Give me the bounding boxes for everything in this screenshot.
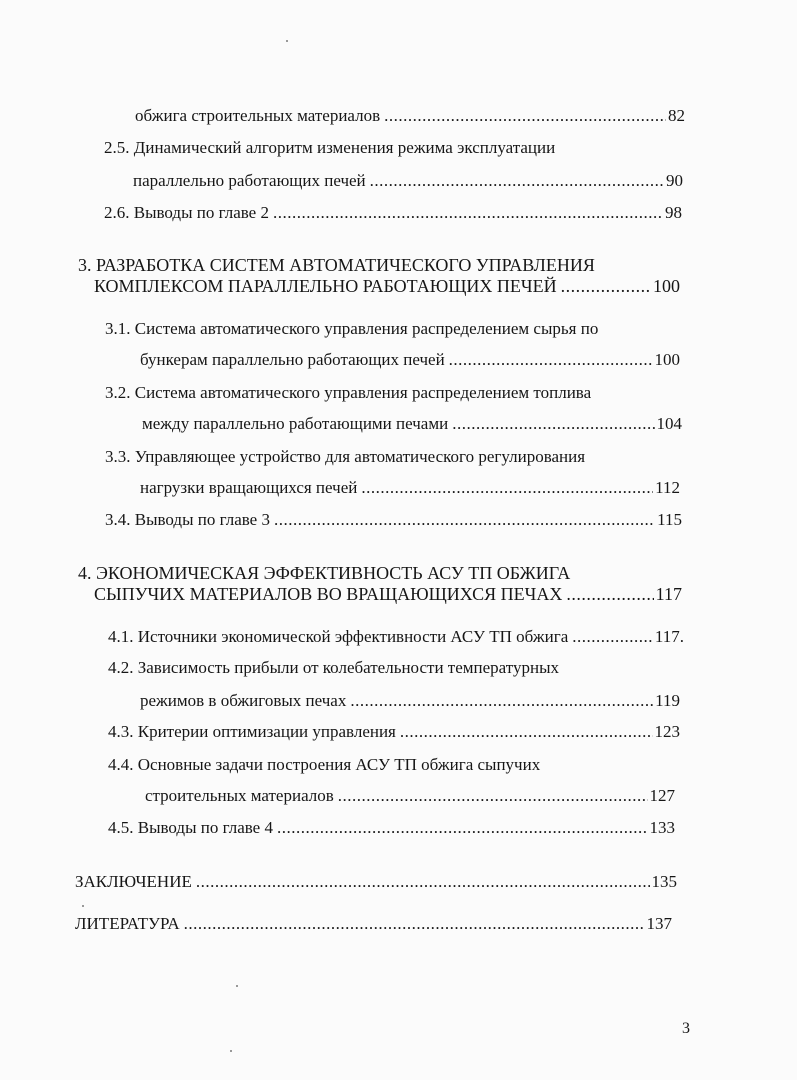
page-ref: 137 [646,914,672,933]
page-ref: 100 [653,276,680,296]
dot-leader [277,817,648,839]
toc-entry-3-4: 3.4. Выводы по главе 3 ..... 115 [105,509,682,531]
page-ref: 82 [668,106,685,125]
page-ref: 115 [657,510,682,529]
toc-entry-4-4-title: 4.4. Основные задачи построения АСУ ТП обжига сыпучих [108,755,541,774]
scan-speck [82,905,84,907]
page-ref: 123 [654,722,680,741]
dot-leader [274,509,655,531]
section-number: 2.5. [104,138,130,157]
page-ref: 133 [649,818,675,837]
toc-entry-2-5-continuation: параллельно работающих печей ..... 90 [133,170,683,192]
dot-leader [452,413,654,435]
toc-entry-4-5: 4.5. Выводы по главе 4 ..... 133 [108,817,675,839]
page-ref: 117 [655,584,682,604]
dot-leader [338,785,648,807]
scan-speck [230,1050,232,1052]
toc-entry-3-2-continuation: между параллельно работающими печами ..... 104 [142,413,682,435]
page-ref: 100 [654,350,680,369]
dot-leader [184,913,645,935]
dot-leader [273,202,663,224]
toc-entry-3-1-continuation: бункерам параллельно работающих печей ..... 100 [140,349,680,371]
dot-leader [561,275,651,297]
dot-leader [384,105,666,127]
toc-entry-2-6: 2.6. Выводы по главе 2 ..... 98 [104,202,682,224]
page-ref: 90 [666,171,683,190]
scan-speck [286,40,288,42]
toc-entry-4-2-continuation: режимов в обжиговых печах ..... 119 [140,690,680,712]
dot-leader [361,477,653,499]
page-ref: 112 [655,478,680,497]
toc-entry-3-3-title: 3.3. Управляющее устройство для автоматического регулирования [105,447,586,466]
toc-chapter-3-continuation: КОМПЛЕКСОМ ПАРАЛЛЕЛЬНО РАБОТАЮЩИХ ПЕЧЕЙ ..... 100 [94,275,680,297]
dot-leader [350,690,653,712]
section-title: Динамический алгоритм изменения режима эксплуатации [133,138,556,157]
toc-entry-literature: ЛИТЕРАТУРА ..... 137 [75,913,672,935]
dot-leader [449,349,653,371]
toc-chapter-4-title: 4. ЭКОНОМИЧЕСКАЯ ЭФФЕКТИВНОСТЬ АСУ ТП ОБЖИГА [78,563,571,583]
toc-entry-2-4-continuation: обжига строительных материалов ..... 82 [135,105,685,127]
page-ref: 127 [649,786,675,805]
dot-leader [400,721,653,743]
toc-entry-3-2-title: 3.2. Система автоматического управления распределением топлива [105,383,592,402]
toc-entry-2-5-title [104,137,555,159]
page-number: 3 [682,1020,690,1037]
dot-leader [196,871,650,893]
page-ref: 135 [651,872,677,891]
page-ref: 104 [656,414,682,433]
page-ref: 119 [655,691,680,710]
toc-entry-4-2-title: 4.2. Зависимость прибыли от колебательности температурных [108,658,560,677]
toc-chapter-4-continuation: СЫПУЧИХ МАТЕРИАЛОВ ВО ВРАЩАЮЩИХСЯ ПЕЧАХ ..... 117 [94,583,682,605]
dot-leader [370,170,664,192]
scan-speck [236,985,238,987]
toc-entry-4-3: 4.3. Критерии оптимизации управления ..... 123 [108,721,680,743]
toc-entry-3-3-continuation: нагрузки вращающихся печей ..... 112 [140,477,680,499]
toc-entry-4-1: 4.1. Источники экономической эффективности АСУ ТП обжига ..... 117. [108,626,684,648]
dot-leader [572,626,653,648]
page-ref: 117. [654,627,684,646]
toc-entry-4-4-continuation: строительных материалов ..... 127 [145,785,675,807]
toc-entry-conclusion: ЗАКЛЮЧЕНИЕ ..... 135 [75,871,677,893]
page-ref: 98 [665,203,682,222]
toc-chapter-3-title: 3. РАЗРАБОТКА СИСТЕМ АВТОМАТИЧЕСКОГО УПРАВЛЕНИЯ [78,255,595,275]
toc-entry-3-1-title: 3.1. Система автоматического управления распределением сырья по [105,319,599,338]
dot-leader [566,583,653,605]
